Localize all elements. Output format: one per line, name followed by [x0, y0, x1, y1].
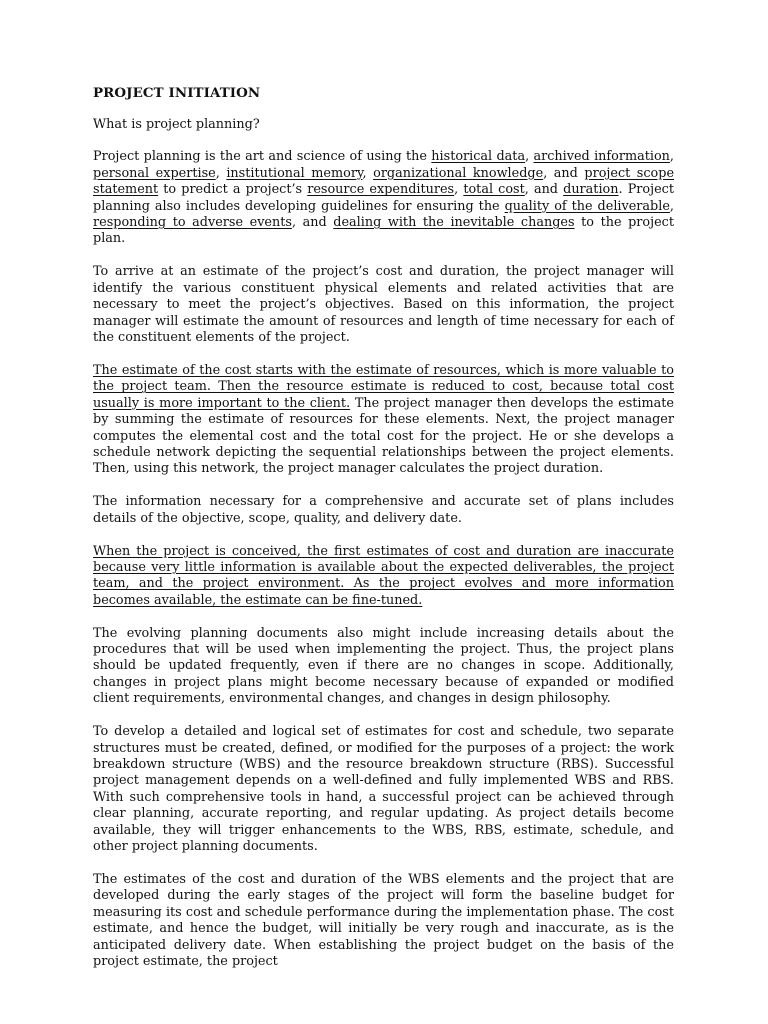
underlined-text: duration	[563, 182, 619, 198]
underlined-text: dealing with the inevitable changes	[333, 215, 575, 231]
paragraph	[93, 363, 674, 478]
text-run: ,	[215, 165, 227, 181]
text-run: , and	[524, 182, 564, 198]
underlined-text: organizational knowledge	[373, 165, 544, 181]
paragraph	[93, 149, 674, 247]
text-run: ,	[669, 198, 674, 214]
underlined-text: When the project is conceived, the first estimates of cost and duration are inaccurate because very little information is available about the expected deliverables, the project team, and the project environment. As the project evolves and more information becomes available, the estimate can be fine-tuned.	[93, 543, 674, 608]
text-run: to predict a project’s	[158, 182, 308, 198]
underlined-text: responding to adverse events	[93, 215, 292, 231]
text-run: . Project planning also includes developing guidelines for ensuring the	[93, 182, 674, 214]
text-run: ,	[525, 149, 534, 165]
underlined-text: resource expenditures	[307, 182, 455, 198]
text-run: What is project planning?	[93, 117, 260, 132]
underlined-text: personal expertise	[93, 165, 216, 181]
underlined-text: institutional memory	[226, 165, 363, 181]
paragraph	[93, 494, 674, 527]
underlined-text: project scope statement	[93, 165, 675, 198]
underlined-text: The estimate of the cost starts with the estimate of resources, which is more valuable to the project team. Then the resource estimate is reduced to cost, because total cost usually is more important to the client.	[93, 362, 674, 411]
paragraph	[93, 117, 674, 133]
paragraph	[93, 872, 674, 970]
text-run: The project manager then develops the estimate by summing the estimate of resources for these elements. Next, the project manager computes the elemental cost and the total cost for the project. He or she develops a schedule network depicting the sequential relationships between the project elements. Then, using this network, the project manager calculates the project duration.	[93, 395, 674, 477]
text-run: , and	[291, 215, 334, 231]
paragraph	[93, 724, 674, 855]
text-run: , and	[543, 165, 585, 181]
text-run: to the project plan.	[93, 215, 674, 247]
text-run: ,	[669, 149, 674, 165]
document-title: PROJECT INITIATION	[93, 85, 261, 101]
paragraph	[93, 626, 674, 708]
text-run: To arrive at an estimate of the project’s cost and duration, the project manager will identify the various constituent physical elements and related activities that are necessary to meet the project’s objectives. Based on this information, the project manager will estimate the amount of resources and length of time necessary for each of the constituent elements of the project.	[93, 264, 674, 345]
document-body	[93, 117, 674, 970]
underlined-text: total cost	[463, 182, 525, 198]
underlined-text: quality of the deliverable	[504, 198, 670, 214]
text-run: The evolving planning documents also might include increasing details about the procedures that will be used when implementing the project. Thus, the project plans should be updated frequently, even if there are no changes in scope. Additionally, changes in project plans might become necessary because of expanded or modified client requirements, environmental changes, and changes in design philosophy.	[93, 625, 674, 707]
text-run: ,	[454, 182, 464, 198]
text-run: To develop a detailed and logical set of estimates for cost and schedule, two separate structures must be created, defined, or modified for the purposes of a project: the work breakdown structure (WBS) and the resource breakdown structure (RBS). Successful project management depends on a well-defined and fully implemented WBS and RBS. With such comprehensive tools in hand, a successful project can be achieved through clear planning, accurate reporting, and regular updating. As project details become available, they will trigger enhancements to the WBS, RBS, estimate, schedule, and other project planning documents.	[93, 724, 674, 855]
text-run: The estimates of the cost and duration of the WBS elements and the project that are developed during the early stages of the project will form the baseline budget for measuring its cost and schedule performance during the implementation phase. The cost estimate, and hence the budget, will initially be very rough and inaccurate, as is the anticipated delivery date. When establishing the project budget on the basis of the project estimate, the project	[93, 871, 674, 969]
underlined-text: archived information	[533, 149, 670, 165]
text-run: Project planning is the art and science of using the	[93, 149, 432, 165]
text-run: The information necessary for a comprehensive and accurate set of plans includes details of the objective, scope, quality, and delivery date.	[93, 494, 674, 526]
text-run: ,	[362, 165, 374, 181]
underlined-text: historical data	[431, 149, 526, 165]
paragraph	[93, 544, 674, 610]
paragraph	[93, 264, 674, 346]
